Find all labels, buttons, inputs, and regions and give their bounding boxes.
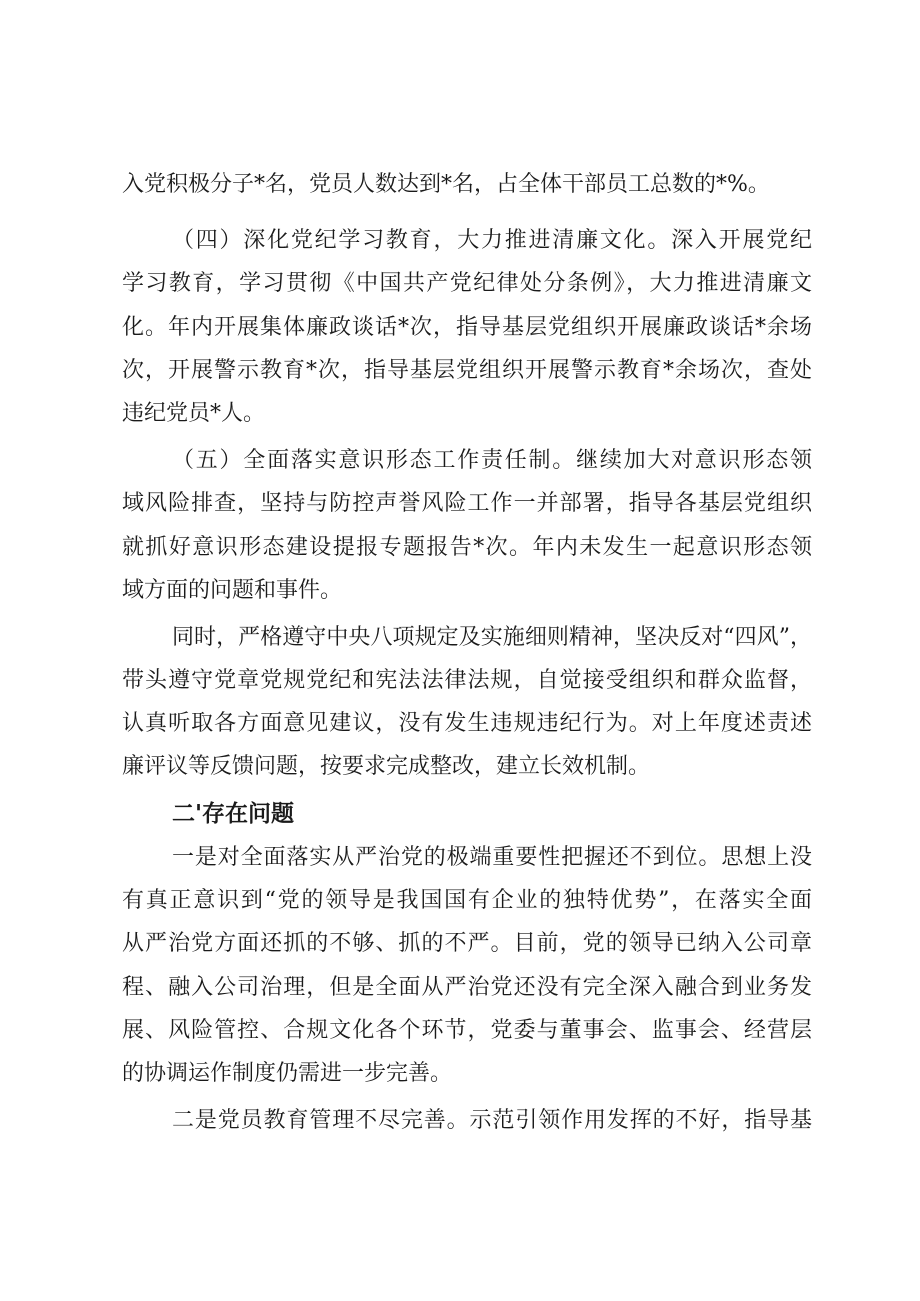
text-line: 有真正意识到“党的领导是我国国有企业的独特优势”，在落实全面 xyxy=(122,888,812,913)
text-line: 域风险排查，坚持与防控声誉风险工作一并部署，指导各基层党组织 xyxy=(122,491,812,516)
text-line: 认真听取各方面意见建议，没有发生违规违纪行为。对上年度述责述 xyxy=(122,711,812,736)
text-line: 二是党员教育管理不尽完善。示范引领作用发挥的不好，指导基 xyxy=(172,1108,812,1133)
text-line: 带头遵守党章党规党纪和宪法法律法规，自觉接受组织和群众监督， xyxy=(122,668,812,693)
text-line: 的协调运作制度仍需进一步完善。 xyxy=(122,1061,453,1086)
text-line: 廉评议等反馈问题，按要求完成整改，建立长效机制。 xyxy=(122,754,651,779)
text-line: 化。年内开展集体廉政谈话*次，指导基层党组织开展廉政谈话*余场 xyxy=(122,315,812,340)
text-line: （五）全面落实意识形态工作责任制。继续加大对意识形态领 xyxy=(172,448,812,473)
text-line: 展、风险管控、合规文化各个环节，党委与董事会、监事会、经营层 xyxy=(122,1018,812,1043)
text-line: 程、融入公司治理，但是全面从严治党还没有完全深入融合到业务发 xyxy=(122,975,812,1000)
text-line: 一是对全面落实从严治党的极端重要性把握还不到位。思想上没 xyxy=(172,845,812,870)
text-line: 入党积极分子*名，党员人数达到*名，占全体干部员工总数的*%。 xyxy=(122,172,770,197)
text-line: 从严治党方面还抓的不够、抓的不严。目前，党的领导已纳入公司章 xyxy=(122,931,812,956)
text-line: 域方面的问题和事件。 xyxy=(122,578,343,603)
text-line: 违纪党员*人。 xyxy=(122,401,266,426)
text-line: 就抓好意识形态建设提报专题报告*次。年内未发生一起意识形态领 xyxy=(122,535,812,560)
text-line: （四）深化党纪学习教育，大力推进清廉文化。深入开展党纪 xyxy=(172,228,812,253)
text-line: 次，开展警示教育*次，指导基层党组织开展警示教育*余场次，查处 xyxy=(122,358,812,383)
text-line: 同时，严格遵守中央八项规定及实施细则精神，坚决反对“四风”， xyxy=(172,625,812,650)
section-heading: 二'存在问题 xyxy=(172,801,295,827)
text-line: 学习教育，学习贯彻《中国共产党纪律处分条例》，大力推进清廉文 xyxy=(122,271,812,296)
